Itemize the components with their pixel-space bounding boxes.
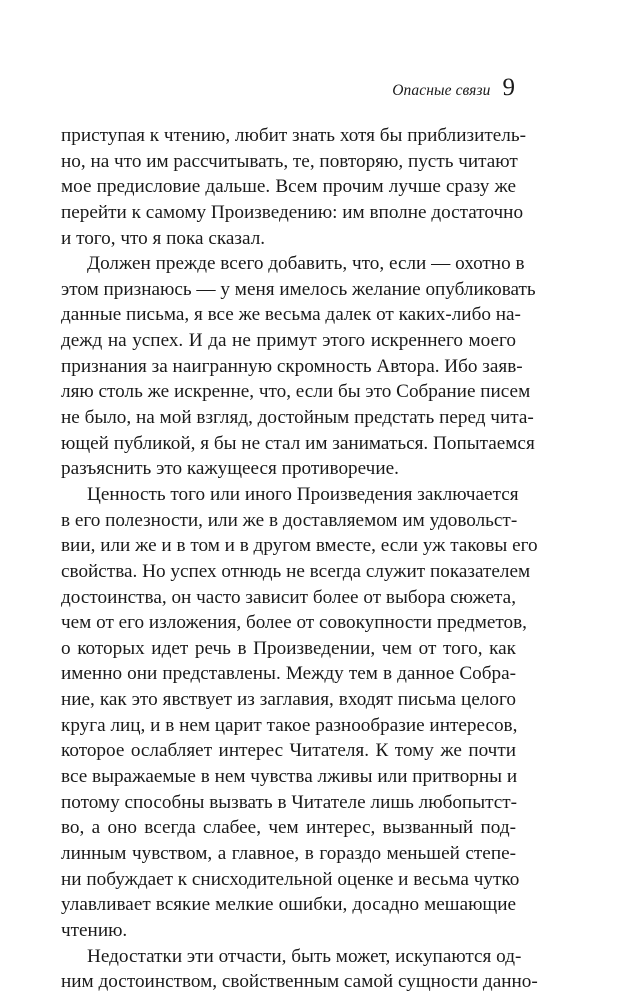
text-line: Должен прежде всего добавить, что, если — охотно в — [87, 253, 525, 275]
text-line: о которых идет речь в Произведении, чем от того, как — [61, 637, 516, 659]
text-line: улавливает всякие мелкие ошибки, досадно мешающие — [61, 894, 516, 916]
text-line: этом признаюсь — у меня имелось желание опубликовать — [61, 278, 536, 300]
paragraph — [61, 251, 536, 482]
text-line: и того, что я пока сказал. — [61, 227, 266, 249]
text-line: ляю столь же искренне, что, если бы это Собрание писем — [61, 381, 531, 403]
paragraph — [61, 123, 526, 251]
text-line: признания за наигранную скромность Автора. Ибо заяв- — [61, 355, 523, 377]
text-line: Ценность того или иного Произведения заключается — [87, 483, 519, 505]
text-line: ющей публикой, я бы не стал им заниматься. Попытаемся — [61, 432, 535, 454]
text-line: круга лиц, и в нем царит такое разнообразие интересов, — [61, 714, 518, 736]
text-line: но, на что им рассчитывать, те, повторяю, пусть читают — [61, 150, 518, 172]
text-line: чем от его изложения, более от совокупности предметов, — [61, 612, 527, 634]
paragraph — [61, 944, 538, 995]
text-line: разъяснить это кажущееся противоречие. — [61, 458, 399, 480]
paragraph — [61, 482, 538, 944]
text-line: ним достоинством, свойственным самой сущности данно- — [61, 971, 538, 993]
text-line: чтению. — [61, 919, 128, 941]
text-line: Недостатки эти отчасти, быть может, искупаются од- — [87, 945, 522, 967]
text-line: во, а оно всегда слабее, чем интерес, вызванный под- — [61, 817, 516, 839]
text-line: перейти к самому Произведению: им вполне достаточно — [61, 201, 524, 223]
text-line: которое ослабляет интерес Читателя. К тому же почти — [61, 740, 516, 762]
text-line: именно они представлены. Между тем в данное Собра- — [61, 663, 516, 685]
running-head — [392, 75, 515, 100]
text-line: мое предисловие дальше. Всем прочим лучше сразу же — [61, 176, 516, 198]
text-line: все выражаемые в нем чувства лживы или притворны и — [61, 766, 518, 788]
body-text — [61, 123, 538, 995]
running-title: Опасные связи — [392, 82, 491, 99]
page-number: 9 — [502, 74, 515, 101]
text-line: вии, или же и в том и в другом вместе, если уж таковы его — [61, 535, 538, 557]
text-line: дежд на успех. И да не примут этого искреннего моего — [61, 330, 516, 352]
text-line: в его полезности, или же в доставляемом им удовольст- — [61, 509, 518, 531]
text-line: данные письма, я все же весьма далек от каких-либо на- — [61, 304, 521, 326]
text-line: достоинства, он часто зависит более от выбора сюжета, — [61, 586, 516, 608]
text-line: потому способны вызвать в Читателе лишь любопытст- — [61, 791, 518, 813]
text-line: приступая к чтению, любит знать хотя бы приблизитель- — [61, 125, 526, 146]
text-line: свойства. Но успех отнюдь не всегда служит показателем — [61, 560, 531, 582]
text-line: ни побуждает к снисходительной оценке и весьма чутко — [61, 868, 520, 890]
text-line: линным чувством, а главное, в гораздо меньшей степе- — [61, 842, 516, 864]
text-line: ние, как это явствует из заглавия, входят письма целого — [61, 689, 516, 711]
text-line: не было, на мой взгляд, достойным предстать перед чита- — [61, 407, 534, 429]
